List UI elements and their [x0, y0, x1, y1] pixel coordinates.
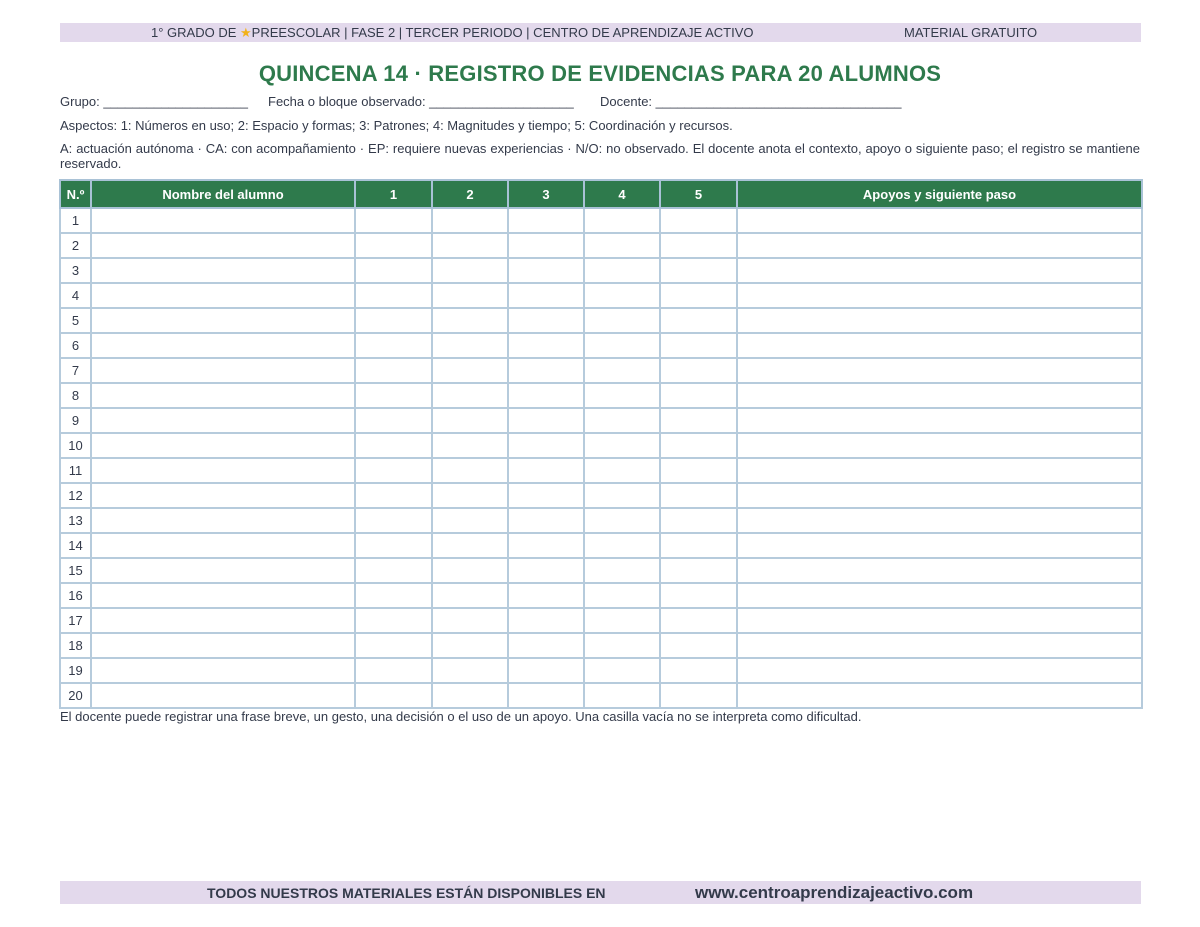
- legend-text: A: actuación autónoma · CA: con acompañamiento · EP: requiere nuevas experiencias · N/O: no observado. El docente anota el contexto, apoyo o siguiente paso; el registro se mantiene reservado.: [60, 141, 1140, 171]
- aspect-2-cell[interactable]: [432, 683, 508, 708]
- student-name-cell[interactable]: [91, 483, 355, 508]
- row-number: 14: [60, 533, 91, 558]
- supports-cell[interactable]: [737, 358, 1142, 383]
- row-number: 3: [60, 258, 91, 283]
- header-band: [60, 23, 1141, 42]
- student-name-cell[interactable]: [91, 283, 355, 308]
- aspect-4-cell[interactable]: [584, 458, 660, 483]
- aspect-3-cell[interactable]: [508, 583, 584, 608]
- star-icon: ★: [240, 25, 252, 40]
- supports-cell[interactable]: [737, 333, 1142, 358]
- table-row: [60, 233, 1142, 258]
- table-row: [60, 333, 1142, 358]
- row-number: 4: [60, 283, 91, 308]
- aspect-1-cell[interactable]: [355, 433, 432, 458]
- footer-text: TODOS NUESTROS MATERIALES ESTÁN DISPONIBLES EN: [207, 885, 606, 901]
- group-field: Grupo: ____________________: [60, 94, 248, 109]
- aspect-5-cell[interactable]: [660, 258, 737, 283]
- aspect-4-cell[interactable]: [584, 208, 660, 233]
- table-row: [60, 408, 1142, 433]
- aspect-5-cell[interactable]: [660, 383, 737, 408]
- supports-cell[interactable]: [737, 233, 1142, 258]
- row-number: 10: [60, 433, 91, 458]
- aspect-5-cell[interactable]: [660, 358, 737, 383]
- student-name-cell[interactable]: [91, 233, 355, 258]
- aspect-3-cell[interactable]: [508, 258, 584, 283]
- supports-cell[interactable]: [737, 683, 1142, 708]
- supports-cell[interactable]: [737, 308, 1142, 333]
- aspect-2-cell[interactable]: [432, 483, 508, 508]
- aspect-1-cell[interactable]: [355, 383, 432, 408]
- aspect-5-cell[interactable]: [660, 408, 737, 433]
- header-free-material: MATERIAL GRATUITO: [904, 25, 1038, 40]
- aspect-4-cell[interactable]: [584, 358, 660, 383]
- aspect-5-cell[interactable]: [660, 483, 737, 508]
- table-row: [60, 583, 1142, 608]
- row-number: 7: [60, 358, 91, 383]
- student-name-cell[interactable]: [91, 608, 355, 633]
- student-name-cell[interactable]: [91, 658, 355, 683]
- header-cell-aspect-4: 4: [584, 180, 660, 208]
- aspect-2-cell[interactable]: [432, 333, 508, 358]
- aspect-2-cell[interactable]: [432, 308, 508, 333]
- table-row: [60, 433, 1142, 458]
- aspect-3-cell[interactable]: [508, 483, 584, 508]
- table-row: [60, 358, 1142, 383]
- aspect-1-cell[interactable]: [355, 458, 432, 483]
- aspect-4-cell[interactable]: [584, 283, 660, 308]
- aspect-3-cell[interactable]: [508, 633, 584, 658]
- aspect-4-cell[interactable]: [584, 483, 660, 508]
- aspect-4-cell[interactable]: [584, 308, 660, 333]
- row-number: 5: [60, 308, 91, 333]
- aspect-2-cell[interactable]: [432, 458, 508, 483]
- aspect-2-cell[interactable]: [432, 508, 508, 533]
- aspect-5-cell[interactable]: [660, 683, 737, 708]
- footer-url[interactable]: www.centroaprendizajeactivo.com: [695, 883, 974, 902]
- student-name-cell[interactable]: [91, 508, 355, 533]
- table-row: [60, 633, 1142, 658]
- aspect-1-cell[interactable]: [355, 308, 432, 333]
- aspect-1-cell[interactable]: [355, 233, 432, 258]
- header-cell-aspect-1: 1: [355, 180, 432, 208]
- student-name-cell[interactable]: [91, 583, 355, 608]
- header-left: [151, 23, 754, 42]
- aspect-3-cell[interactable]: [508, 333, 584, 358]
- aspect-1-cell[interactable]: [355, 333, 432, 358]
- header-cell-aspect-2: 2: [432, 180, 508, 208]
- aspect-2-cell[interactable]: [432, 233, 508, 258]
- aspect-4-cell[interactable]: [584, 608, 660, 633]
- aspect-4-cell[interactable]: [584, 383, 660, 408]
- student-name-cell[interactable]: [91, 433, 355, 458]
- aspect-5-cell[interactable]: [660, 308, 737, 333]
- aspect-3-cell[interactable]: [508, 558, 584, 583]
- aspect-1-cell[interactable]: [355, 633, 432, 658]
- table-row: [60, 308, 1142, 333]
- aspect-2-cell[interactable]: [432, 383, 508, 408]
- aspects-text: Aspectos: 1: Números en uso; 2: Espacio y formas; 3: Patrones; 4: Magnitudes y tiempo; 5: Coordinación y recursos.: [60, 118, 733, 133]
- aspect-5-cell[interactable]: [660, 533, 737, 558]
- table-row: [60, 683, 1142, 708]
- aspect-3-cell[interactable]: [508, 383, 584, 408]
- aspect-4-cell[interactable]: [584, 633, 660, 658]
- row-number: 1: [60, 208, 91, 233]
- aspect-1-cell[interactable]: [355, 208, 432, 233]
- aspect-2-cell[interactable]: [432, 258, 508, 283]
- supports-cell[interactable]: [737, 458, 1142, 483]
- table-row: [60, 383, 1142, 408]
- supports-cell[interactable]: [737, 658, 1142, 683]
- aspect-1-cell[interactable]: [355, 533, 432, 558]
- aspect-5-cell[interactable]: [660, 633, 737, 658]
- row-number: 13: [60, 508, 91, 533]
- aspect-5-cell[interactable]: [660, 558, 737, 583]
- aspect-1-cell[interactable]: [355, 283, 432, 308]
- student-name-cell[interactable]: [91, 358, 355, 383]
- student-name-cell[interactable]: [91, 333, 355, 358]
- aspect-2-cell[interactable]: [432, 408, 508, 433]
- student-name-cell[interactable]: [91, 558, 355, 583]
- aspect-4-cell[interactable]: [584, 433, 660, 458]
- aspect-2-cell[interactable]: [432, 558, 508, 583]
- aspect-3-cell[interactable]: [508, 458, 584, 483]
- aspect-1-cell[interactable]: [355, 658, 432, 683]
- aspect-2-cell[interactable]: [432, 608, 508, 633]
- teacher-field: Docente: __________________________________: [600, 94, 902, 109]
- header-cell-aspect-5: 5: [660, 180, 737, 208]
- aspect-1-cell[interactable]: [355, 558, 432, 583]
- aspect-4-cell[interactable]: [584, 558, 660, 583]
- table-row: [60, 208, 1142, 233]
- aspect-5-cell[interactable]: [660, 508, 737, 533]
- aspect-2-cell[interactable]: [432, 658, 508, 683]
- header-info: PREESCOLAR | FASE 2 | TERCER PERIODO | CENTRO DE APRENDIZAJE ACTIVO: [251, 25, 754, 40]
- table-row: [60, 508, 1142, 533]
- supports-cell[interactable]: [737, 483, 1142, 508]
- student-name-cell[interactable]: [91, 633, 355, 658]
- header-cell-aspect-3: 3: [508, 180, 584, 208]
- supports-cell[interactable]: [737, 258, 1142, 283]
- supports-cell[interactable]: [737, 508, 1142, 533]
- aspect-3-cell[interactable]: [508, 683, 584, 708]
- table-row: [60, 258, 1142, 283]
- aspect-3-cell[interactable]: [508, 508, 584, 533]
- supports-cell[interactable]: [737, 408, 1142, 433]
- supports-cell[interactable]: [737, 383, 1142, 408]
- aspect-1-cell[interactable]: [355, 608, 432, 633]
- header-cell-name: Nombre del alumno: [91, 180, 355, 208]
- aspect-1-cell[interactable]: [355, 583, 432, 608]
- aspect-5-cell[interactable]: [660, 608, 737, 633]
- table-row: [60, 483, 1142, 508]
- aspect-5-cell[interactable]: [660, 658, 737, 683]
- header-cell-number: N.º: [60, 180, 91, 208]
- row-number: 11: [60, 458, 91, 483]
- row-number: 19: [60, 658, 91, 683]
- aspect-4-cell[interactable]: [584, 233, 660, 258]
- aspect-2-cell[interactable]: [432, 633, 508, 658]
- supports-cell[interactable]: [737, 608, 1142, 633]
- aspect-5-cell[interactable]: [660, 333, 737, 358]
- aspect-4-cell[interactable]: [584, 583, 660, 608]
- aspect-4-cell[interactable]: [584, 658, 660, 683]
- supports-cell[interactable]: [737, 433, 1142, 458]
- table-row: [60, 558, 1142, 583]
- aspect-2-cell[interactable]: [432, 358, 508, 383]
- evidence-table: [59, 179, 1143, 709]
- row-number: 2: [60, 233, 91, 258]
- aspect-3-cell[interactable]: [508, 533, 584, 558]
- table-row: [60, 283, 1142, 308]
- aspect-3-cell[interactable]: [508, 283, 584, 308]
- student-name-cell[interactable]: [91, 383, 355, 408]
- aspect-2-cell[interactable]: [432, 583, 508, 608]
- footer-band: [60, 881, 1141, 904]
- aspect-4-cell[interactable]: [584, 258, 660, 283]
- student-name-cell[interactable]: [91, 458, 355, 483]
- row-number: 9: [60, 408, 91, 433]
- student-name-cell[interactable]: [91, 533, 355, 558]
- header-grade: 1° GRADO DE: [151, 25, 240, 40]
- supports-cell[interactable]: [737, 533, 1142, 558]
- aspect-2-cell[interactable]: [432, 283, 508, 308]
- row-number: 20: [60, 683, 91, 708]
- supports-cell[interactable]: [737, 583, 1142, 608]
- aspect-5-cell[interactable]: [660, 458, 737, 483]
- table-row: [60, 658, 1142, 683]
- table-row: [60, 608, 1142, 633]
- aspect-3-cell[interactable]: [508, 408, 584, 433]
- form-fields: [60, 93, 901, 110]
- aspect-5-cell[interactable]: [660, 433, 737, 458]
- aspect-4-cell[interactable]: [584, 683, 660, 708]
- student-name-cell[interactable]: [91, 408, 355, 433]
- page-title: QUINCENA 14 · REGISTRO DE EVIDENCIAS PARA 20 ALUMNOS: [258, 61, 942, 86]
- row-number: 15: [60, 558, 91, 583]
- aspect-4-cell[interactable]: [584, 408, 660, 433]
- aspect-2-cell[interactable]: [432, 433, 508, 458]
- table-body: [60, 208, 1142, 708]
- supports-cell[interactable]: [737, 283, 1142, 308]
- row-number: 18: [60, 633, 91, 658]
- table-header-row: [60, 180, 1142, 208]
- date-field: Fecha o bloque observado: ____________________: [268, 94, 574, 109]
- supports-cell[interactable]: [737, 558, 1142, 583]
- aspect-2-cell[interactable]: [432, 208, 508, 233]
- aspect-1-cell[interactable]: [355, 358, 432, 383]
- aspect-5-cell[interactable]: [660, 583, 737, 608]
- footnote: El docente puede registrar una frase breve, un gesto, una decisión o el uso de un apoyo. Una casilla vacía no se interpreta como dificultad.: [60, 709, 862, 724]
- aspect-1-cell[interactable]: [355, 683, 432, 708]
- aspect-5-cell[interactable]: [660, 208, 737, 233]
- student-name-cell[interactable]: [91, 258, 355, 283]
- row-number: 12: [60, 483, 91, 508]
- aspect-5-cell[interactable]: [660, 283, 737, 308]
- aspect-3-cell[interactable]: [508, 608, 584, 633]
- aspect-1-cell[interactable]: [355, 483, 432, 508]
- student-name-cell[interactable]: [91, 208, 355, 233]
- header-cell-supports: Apoyos y siguiente paso: [737, 180, 1142, 208]
- aspect-1-cell[interactable]: [355, 508, 432, 533]
- aspect-2-cell[interactable]: [432, 533, 508, 558]
- aspect-3-cell[interactable]: [508, 358, 584, 383]
- aspect-3-cell[interactable]: [508, 308, 584, 333]
- aspect-4-cell[interactable]: [584, 508, 660, 533]
- student-name-cell[interactable]: [91, 308, 355, 333]
- aspect-3-cell[interactable]: [508, 433, 584, 458]
- aspect-1-cell[interactable]: [355, 408, 432, 433]
- supports-cell[interactable]: [737, 208, 1142, 233]
- aspect-4-cell[interactable]: [584, 533, 660, 558]
- aspect-4-cell[interactable]: [584, 333, 660, 358]
- table-row: [60, 458, 1142, 483]
- aspect-1-cell[interactable]: [355, 258, 432, 283]
- table-row: [60, 533, 1142, 558]
- aspect-3-cell[interactable]: [508, 658, 584, 683]
- aspect-3-cell[interactable]: [508, 208, 584, 233]
- row-number: 16: [60, 583, 91, 608]
- row-number: 8: [60, 383, 91, 408]
- aspect-3-cell[interactable]: [508, 233, 584, 258]
- student-name-cell[interactable]: [91, 683, 355, 708]
- row-number: 17: [60, 608, 91, 633]
- row-number: 6: [60, 333, 91, 358]
- supports-cell[interactable]: [737, 633, 1142, 658]
- aspect-5-cell[interactable]: [660, 233, 737, 258]
